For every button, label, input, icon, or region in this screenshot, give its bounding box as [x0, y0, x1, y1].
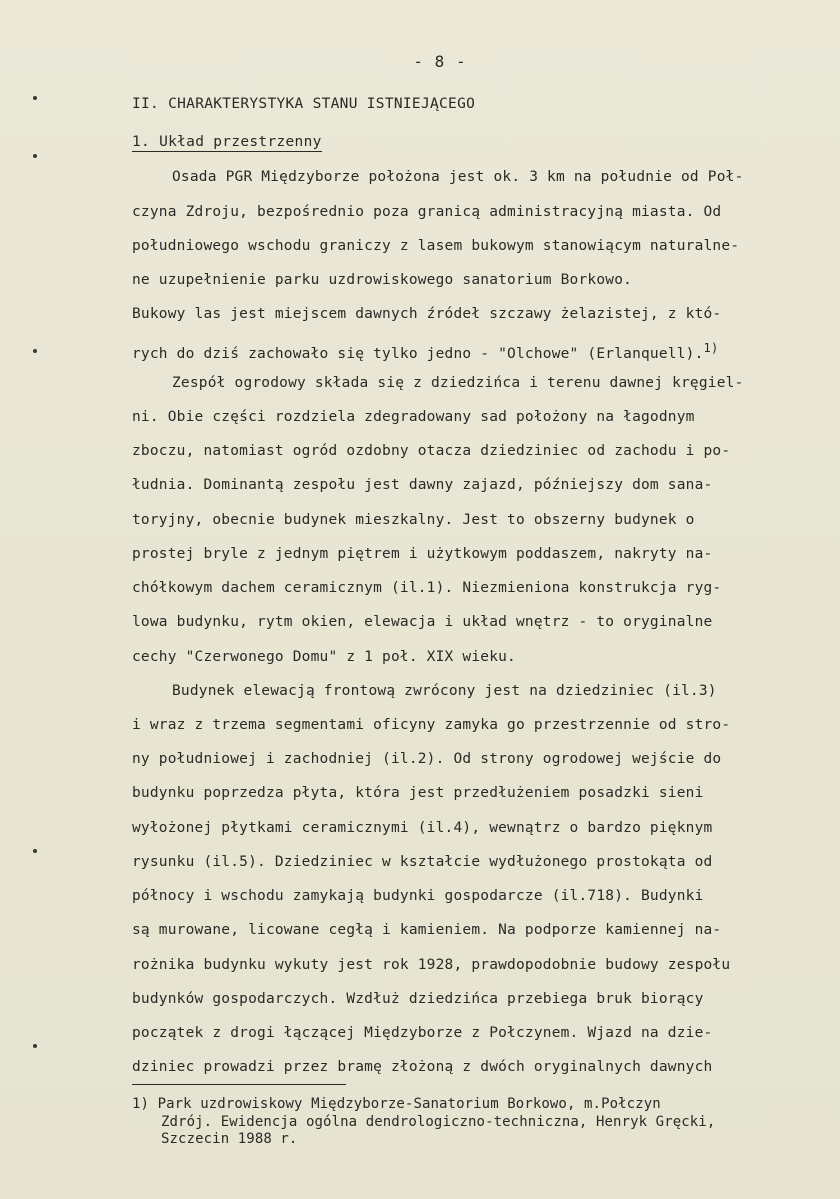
body-line: Bukowy las jest miejscem dawnych źródeł szczawy żelazistej, z któ- — [132, 306, 722, 322]
body-line: budynku poprzedza płyta, która jest przedłużeniem posadzki sieni — [132, 785, 704, 801]
punch-hole-mark — [33, 154, 37, 158]
body-line: Zespół ogrodowy składa się z dziedzińca i terenu dawnej kręgiel- — [172, 375, 744, 391]
punch-hole-mark — [33, 849, 37, 853]
body-line: Osada PGR Międzyborze położona jest ok. 3 km na południe od Poł- — [172, 169, 744, 185]
footnote-reference: 1) — [703, 341, 719, 355]
page-number: - 8 - — [413, 52, 467, 71]
body-line: zboczu, natomiast ogród ozdobny otacza dziedziniec od zachodu i po- — [132, 443, 731, 459]
body-line: rysunku (il.5). Dziedziniec w kształcie wydłużonego prostokąta od — [132, 854, 713, 870]
footnote-line: Szczecin 1988 r. — [161, 1131, 298, 1147]
body-line: wyłożonej płytkami ceramicznymi (il.4), wewnątrz o bardzo pięknym — [132, 820, 713, 836]
punch-hole-mark — [33, 1044, 37, 1048]
subsection-heading: 1. Układ przestrzenny — [132, 134, 322, 150]
body-line: czyna Zdroju, bezpośrednio poza granicą administracyjną miasta. Od — [132, 204, 722, 220]
section-heading: II. CHARAKTERYSTYKA STANU ISTNIEJĄCEGO — [132, 96, 476, 112]
punch-hole-mark — [33, 349, 37, 353]
body-line: prostej bryle z jednym piętrem i użytkowym poddaszem, nakryty na- — [132, 546, 713, 562]
body-line: Budynek elewacją frontową zwrócony jest na dziedziniec (il.3) — [172, 683, 717, 699]
body-line: ny południowej i zachodniej (il.2). Od strony ogrodowej wejście do — [132, 751, 722, 767]
footnote-line: 1) Park uzdrowiskowy Międzyborze-Sanatorium Borkowo, m.Połczyn — [132, 1096, 661, 1112]
body-line: dziniec prowadzi przez bramę złożoną z dwóch oryginalnych dawnych — [132, 1059, 713, 1075]
punch-hole-mark — [33, 96, 37, 100]
body-line: południowego wschodu graniczy z lasem bukowym stanowiącym naturalne- — [132, 238, 740, 254]
body-line: budynków gospodarczych. Wzdłuż dziedzińca przebiega bruk biorący — [132, 991, 704, 1007]
body-line: lowa budynku, rytm okien, elewacja i układ wnętrz - to oryginalne — [132, 614, 713, 630]
body-line: początek z drogi łączącej Międzyborze z Połczynem. Wjazd na dzie- — [132, 1025, 713, 1041]
body-line: i wraz z trzema segmentami oficyny zamyka go przestrzennie od stro- — [132, 717, 731, 733]
body-line: toryjny, obecnie budynek mieszkalny. Jest to obszerny budynek o — [132, 512, 695, 528]
body-line: łudnia. Dominantą zespołu jest dawny zajazd, późniejszy dom sana- — [132, 477, 713, 493]
body-line: północy i wschodu zamykają budynki gospodarcze (il.718). Budynki — [132, 888, 704, 904]
footnote-separator — [132, 1084, 346, 1085]
body-line: są murowane, licowane cegłą i kamieniem. Na podporze kamiennej na- — [132, 922, 722, 938]
body-line: rożnika budynku wykuty jest rok 1928, prawdopodobnie budowy zespołu — [132, 957, 731, 973]
body-line: cechy "Czerwonego Domu" z 1 poł. XIX wieku. — [132, 649, 516, 665]
body-line-text: rych do dziś zachowało się tylko jedno - "Olchowe" (Erlanquell). — [132, 345, 704, 362]
body-line — [132, 339, 718, 363]
footnote-line: Zdrój. Ewidencja ogólna dendrologiczno-techniczna, Henryk Gręcki, — [161, 1114, 716, 1130]
body-line: chółkowym dachem ceramicznym (il.1). Niezmieniona konstrukcja ryg- — [132, 580, 722, 596]
body-line: ni. Obie części rozdziela zdegradowany sad położony na łagodnym — [132, 409, 695, 425]
body-line: ne uzupełnienie parku uzdrowiskowego sanatorium Borkowo. — [132, 272, 633, 288]
